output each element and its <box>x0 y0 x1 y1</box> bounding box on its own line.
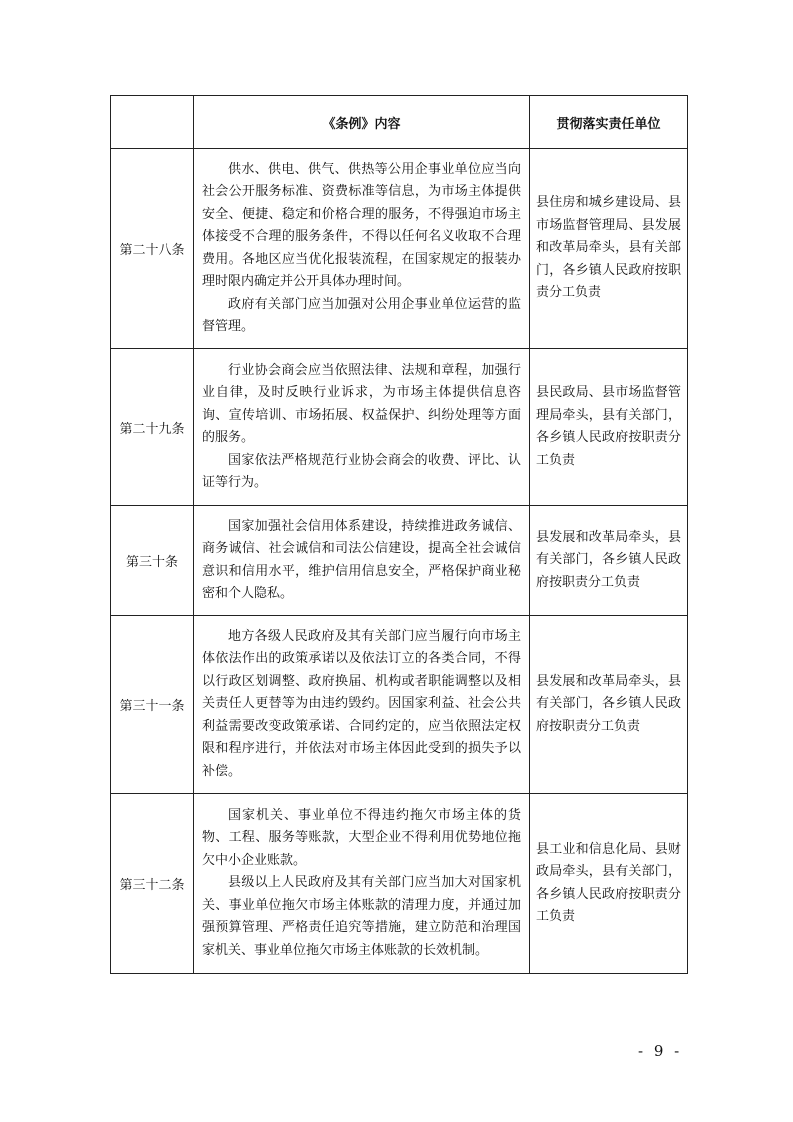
regulation-table <box>110 95 688 974</box>
content-paragraph: 政府有关部门应当加强对公用企事业单位运营的监督管理。 <box>202 296 521 334</box>
content-paragraph: 供水、供电、供气、供热等公用企事业单位应当向社会公开服务标准、资费标准等信息，为市场主体提供安全、便捷、稳定和价格合理的服务，不得强迫市场主体接受不合理的服务条件，不得以任何名义收取不合理费用。各地区应当优化报装流程，在国家规定的报装办理时限内确定并公开具体办理时间。 <box>202 161 521 289</box>
article-number: 第三十一条 <box>111 616 194 794</box>
content-paragraph: 国家依法严格规范行业协会商会的收费、评比、认证等行为。 <box>202 452 521 490</box>
article-content <box>194 349 530 506</box>
header-content: 《条例》内容 <box>194 96 530 149</box>
table-row <box>111 506 688 616</box>
content-paragraph: 国家机关、事业单位不得违约拖欠市场主体的货物、工程、服务等账款，大型企业不得利用优势地位拖欠中小企业账款。 <box>202 807 521 868</box>
article-content <box>194 506 530 616</box>
table-row <box>111 794 688 974</box>
header-unit: 贯彻落实责任单位 <box>530 96 688 149</box>
article-number: 第三十条 <box>111 506 194 616</box>
article-number: 第二十八条 <box>111 149 194 349</box>
header-article <box>111 96 194 149</box>
content-paragraph: 行业协会商会应当依照法律、法规和章程，加强行业自律，及时反映行业诉求，为市场主体提供信息咨询、宣传培训、市场拓展、权益保护、纠纷处理等方面的服务。 <box>202 362 521 445</box>
responsible-unit: 县工业和信息化局、县财政局牵头，县有关部门，各乡镇人民政府按职责分工负责 <box>530 794 688 974</box>
table-header-row <box>111 96 688 149</box>
article-content <box>194 794 530 974</box>
article-content <box>194 616 530 794</box>
responsible-unit: 县发展和改革局牵头，县有关部门，各乡镇人民政府按职责分工负责 <box>530 506 688 616</box>
responsible-unit: 县住房和城乡建设局、县市场监督管理局、县发展和改革局牵头，县有关部门，各乡镇人民政府按职责分工负责 <box>530 149 688 349</box>
table-row <box>111 349 688 506</box>
article-content <box>194 149 530 349</box>
article-number: 第二十九条 <box>111 349 194 506</box>
responsible-unit: 县民政局、县市场监督管理局牵头，县有关部门，各乡镇人民政府按职责分工负责 <box>530 349 688 506</box>
table-row <box>111 149 688 349</box>
responsible-unit: 县发展和改革局牵头，县有关部门，各乡镇人民政府按职责分工负责 <box>530 616 688 794</box>
content-paragraph: 县级以上人民政府及其有关部门应当加大对国家机关、事业单位拖欠市场主体账款的清理力度，并通过加强预算管理、严格责任追究等措施，建立防范和治理国家机关、事业单位拖欠市场主体账款的长效机制。 <box>202 875 521 958</box>
page-number: - 9 - <box>638 1042 683 1060</box>
content-paragraph: 地方各级人民政府及其有关部门应当履行向市场主体依法作出的政策承诺以及依法订立的各类合同，不得以行政区划调整、政府换届、机构或者职能调整以及相关责任人更替等为由违约毁约。因国家利益、社会公共利益需要改变政策承诺、合同约定的，应当依照法定权限和程序进行，并依法对市场主体因此受到的损失予以补偿。 <box>202 628 521 779</box>
content-paragraph: 国家加强社会信用体系建设，持续推进政务诚信、商务诚信、社会诚信和司法公信建设，提高全社会诚信意识和信用水平，维护信用信息安全，严格保护商业秘密和个人隐私。 <box>202 518 521 601</box>
table-row <box>111 616 688 794</box>
article-number: 第三十二条 <box>111 794 194 974</box>
